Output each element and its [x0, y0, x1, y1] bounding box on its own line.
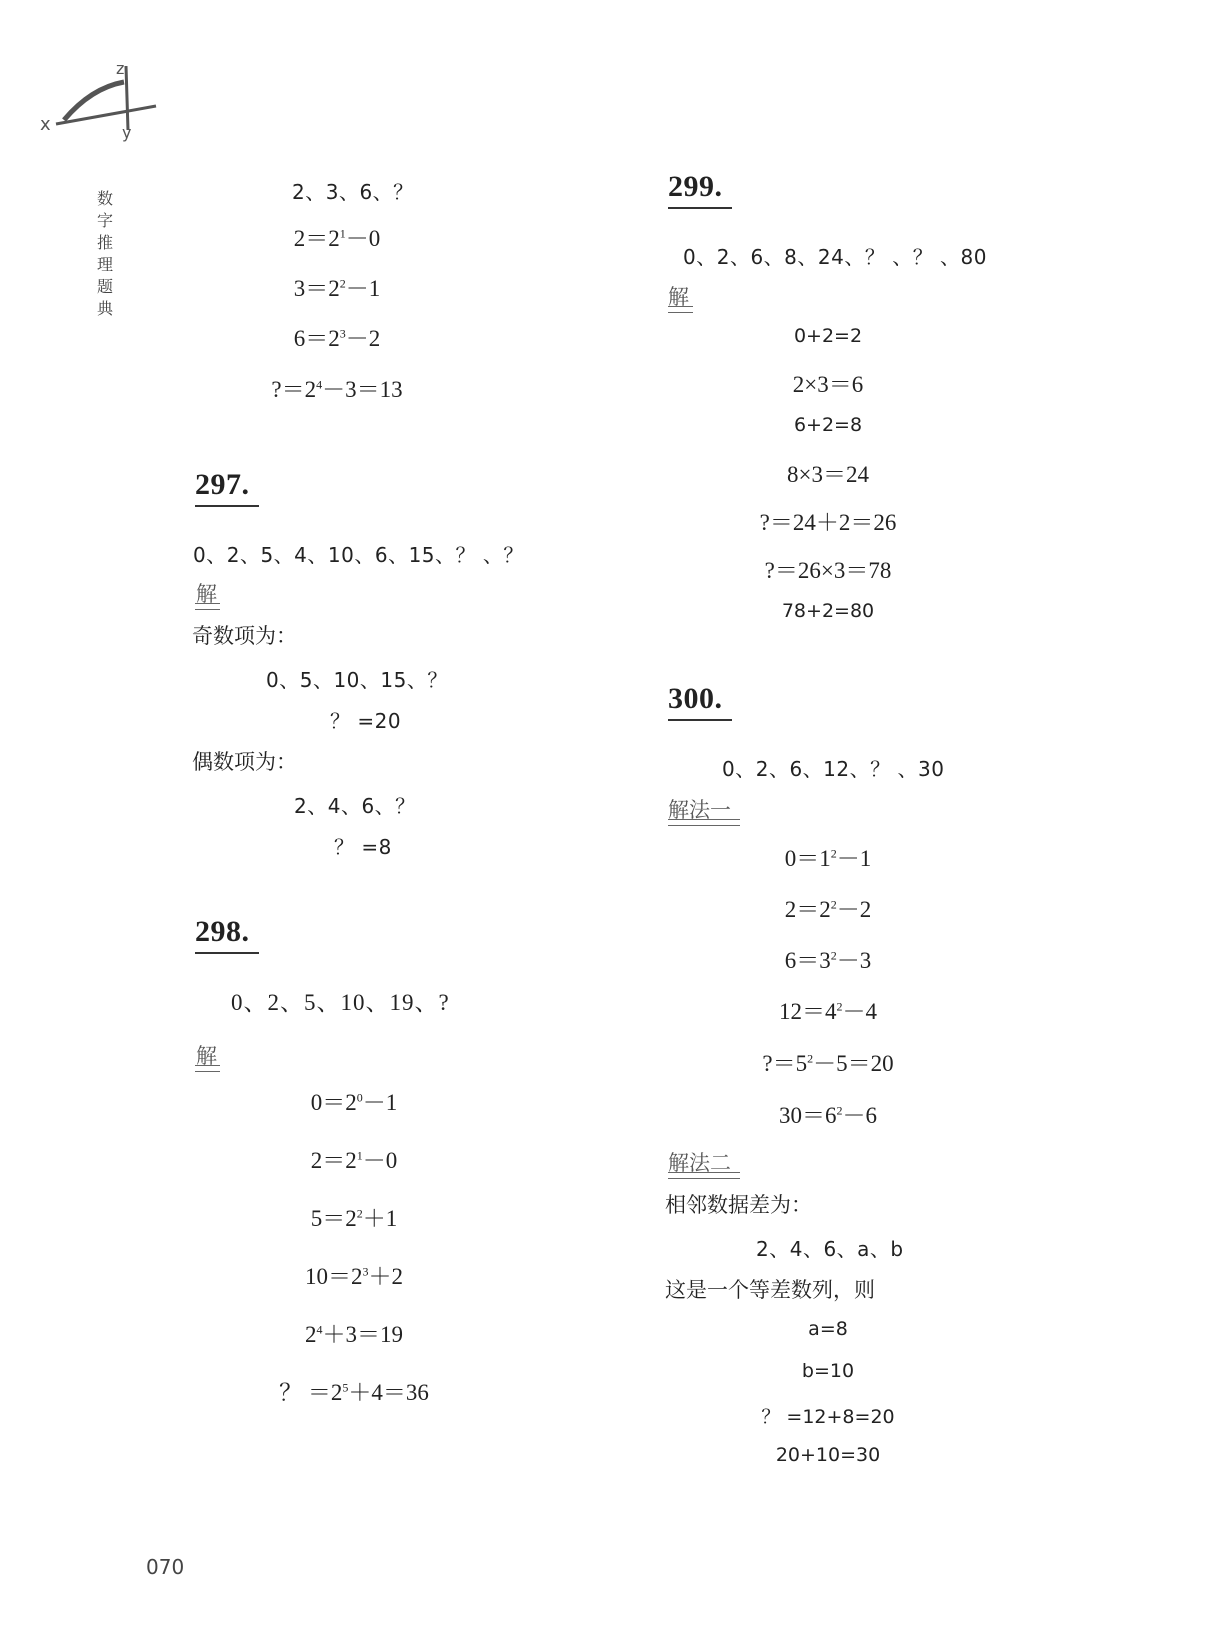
p297-even-answer: ？ =8 — [334, 835, 392, 859]
p298-solve-label: 解 — [196, 1044, 217, 1068]
method-label-underline — [668, 819, 740, 826]
p299-line-6: ?＝26×3＝78 — [764, 558, 892, 583]
p300-eq-2: $2=2^2-2$ — [784, 897, 872, 922]
p298-eq-3: $5=2^2+1$ — [310, 1206, 398, 1231]
problem-number-underline — [195, 505, 259, 507]
p300-eq-6: $30=6^2-6$ — [779, 1103, 877, 1128]
p300-arith-note: 这是一个等差数列，则 — [665, 1278, 875, 1302]
p299-line-7: 78+2=80 — [781, 600, 875, 622]
solve-label-underline — [668, 306, 693, 313]
top-sequence: 2、3、6、？ — [292, 180, 414, 204]
top-eq-1: $2=2^1-0$ — [293, 226, 381, 251]
p299-line-5: ?＝24＋2＝26 — [759, 510, 897, 535]
p297-even-sequence: 2、4、6、？ — [294, 794, 416, 818]
p297-sequence: 0、2、5、4、10、6、15、？ 、？ — [193, 543, 524, 567]
p299-line-3: 6+2=8 — [793, 414, 863, 436]
p300-method2-label: 解法二 — [668, 1151, 731, 1175]
problem-number-300: 300. — [668, 682, 723, 715]
p297-solve-label: 解 — [196, 582, 217, 606]
problem-number-underline — [195, 952, 259, 954]
problem-number-underline — [668, 719, 732, 721]
problem-number-297: 297. — [195, 468, 250, 501]
problem-number-299: 299. — [668, 170, 723, 203]
p298-eq-6: ？ $=2^5+4=36$ — [279, 1380, 429, 1405]
p298-eq-2: $2=2^1-0$ — [310, 1148, 398, 1173]
p297-odd-sequence: 0、5、10、15、？ — [266, 668, 448, 692]
p300-diff-sequence: 2、4、6、a、b — [756, 1237, 904, 1261]
solve-label-underline — [195, 1065, 220, 1072]
solve-label-underline — [195, 603, 220, 610]
p300-eq-4: $12=4^2-4$ — [779, 999, 877, 1024]
logo-y-label: y — [122, 123, 132, 142]
p297-even-label: 偶数项为： — [192, 750, 297, 774]
top-eq-3: $6=2^3-2$ — [293, 326, 381, 351]
p300-eq-3: $6=3^2-3$ — [784, 948, 872, 973]
p297-odd-label: 奇数项为： — [192, 624, 297, 648]
p300-method1-label: 解法一 — [668, 798, 731, 822]
p299-line-4: 8×3＝24 — [787, 462, 869, 487]
top-eq-4: $?=2^4-3=13$ — [271, 377, 403, 402]
problem-number-underline — [668, 207, 732, 209]
logo-x-label: x — [40, 114, 51, 135]
logo-z-label: z — [116, 59, 125, 78]
p299-line-2: 2×3＝6 — [792, 372, 864, 397]
p297-odd-answer: ？ =20 — [330, 709, 402, 733]
p300-sequence: 0、2、6、12、？ 、30 — [722, 757, 945, 781]
top-eq-2: $3=2^2-1$ — [293, 276, 381, 301]
p298-eq-4: $10=2^3+2$ — [305, 1264, 403, 1289]
axis-logo — [36, 58, 166, 143]
p298-sequence: 0、2、5、10、19、? — [231, 990, 450, 1015]
p299-line-1: 0+2=2 — [793, 325, 863, 347]
p300-eq-5: $?=5^2-5=20$ — [762, 1051, 894, 1076]
p300-diff-label: 相邻数据差为： — [665, 1193, 812, 1217]
method-label-underline — [668, 1172, 740, 1179]
page-number: 070 — [146, 1555, 185, 1579]
problem-number-298: 298. — [195, 915, 250, 948]
p299-solve-label: 解 — [668, 285, 689, 309]
p300-line-3: ？ =12+8=20 — [761, 1406, 895, 1428]
p300-line-4: 20+10=30 — [775, 1444, 881, 1466]
p298-eq-5: $2^4+3=19$ — [305, 1322, 403, 1347]
p298-eq-1: $0=2^0-1$ — [310, 1090, 398, 1115]
p300-line-2: b=10 — [801, 1360, 855, 1382]
p300-eq-1: $0=1^2-1$ — [784, 846, 872, 871]
p299-sequence: 0、2、6、8、24、？ 、？ 、80 — [683, 245, 988, 269]
book-side-title: 数字推理题典 — [96, 189, 113, 318]
p300-line-1: a=8 — [808, 1318, 848, 1340]
